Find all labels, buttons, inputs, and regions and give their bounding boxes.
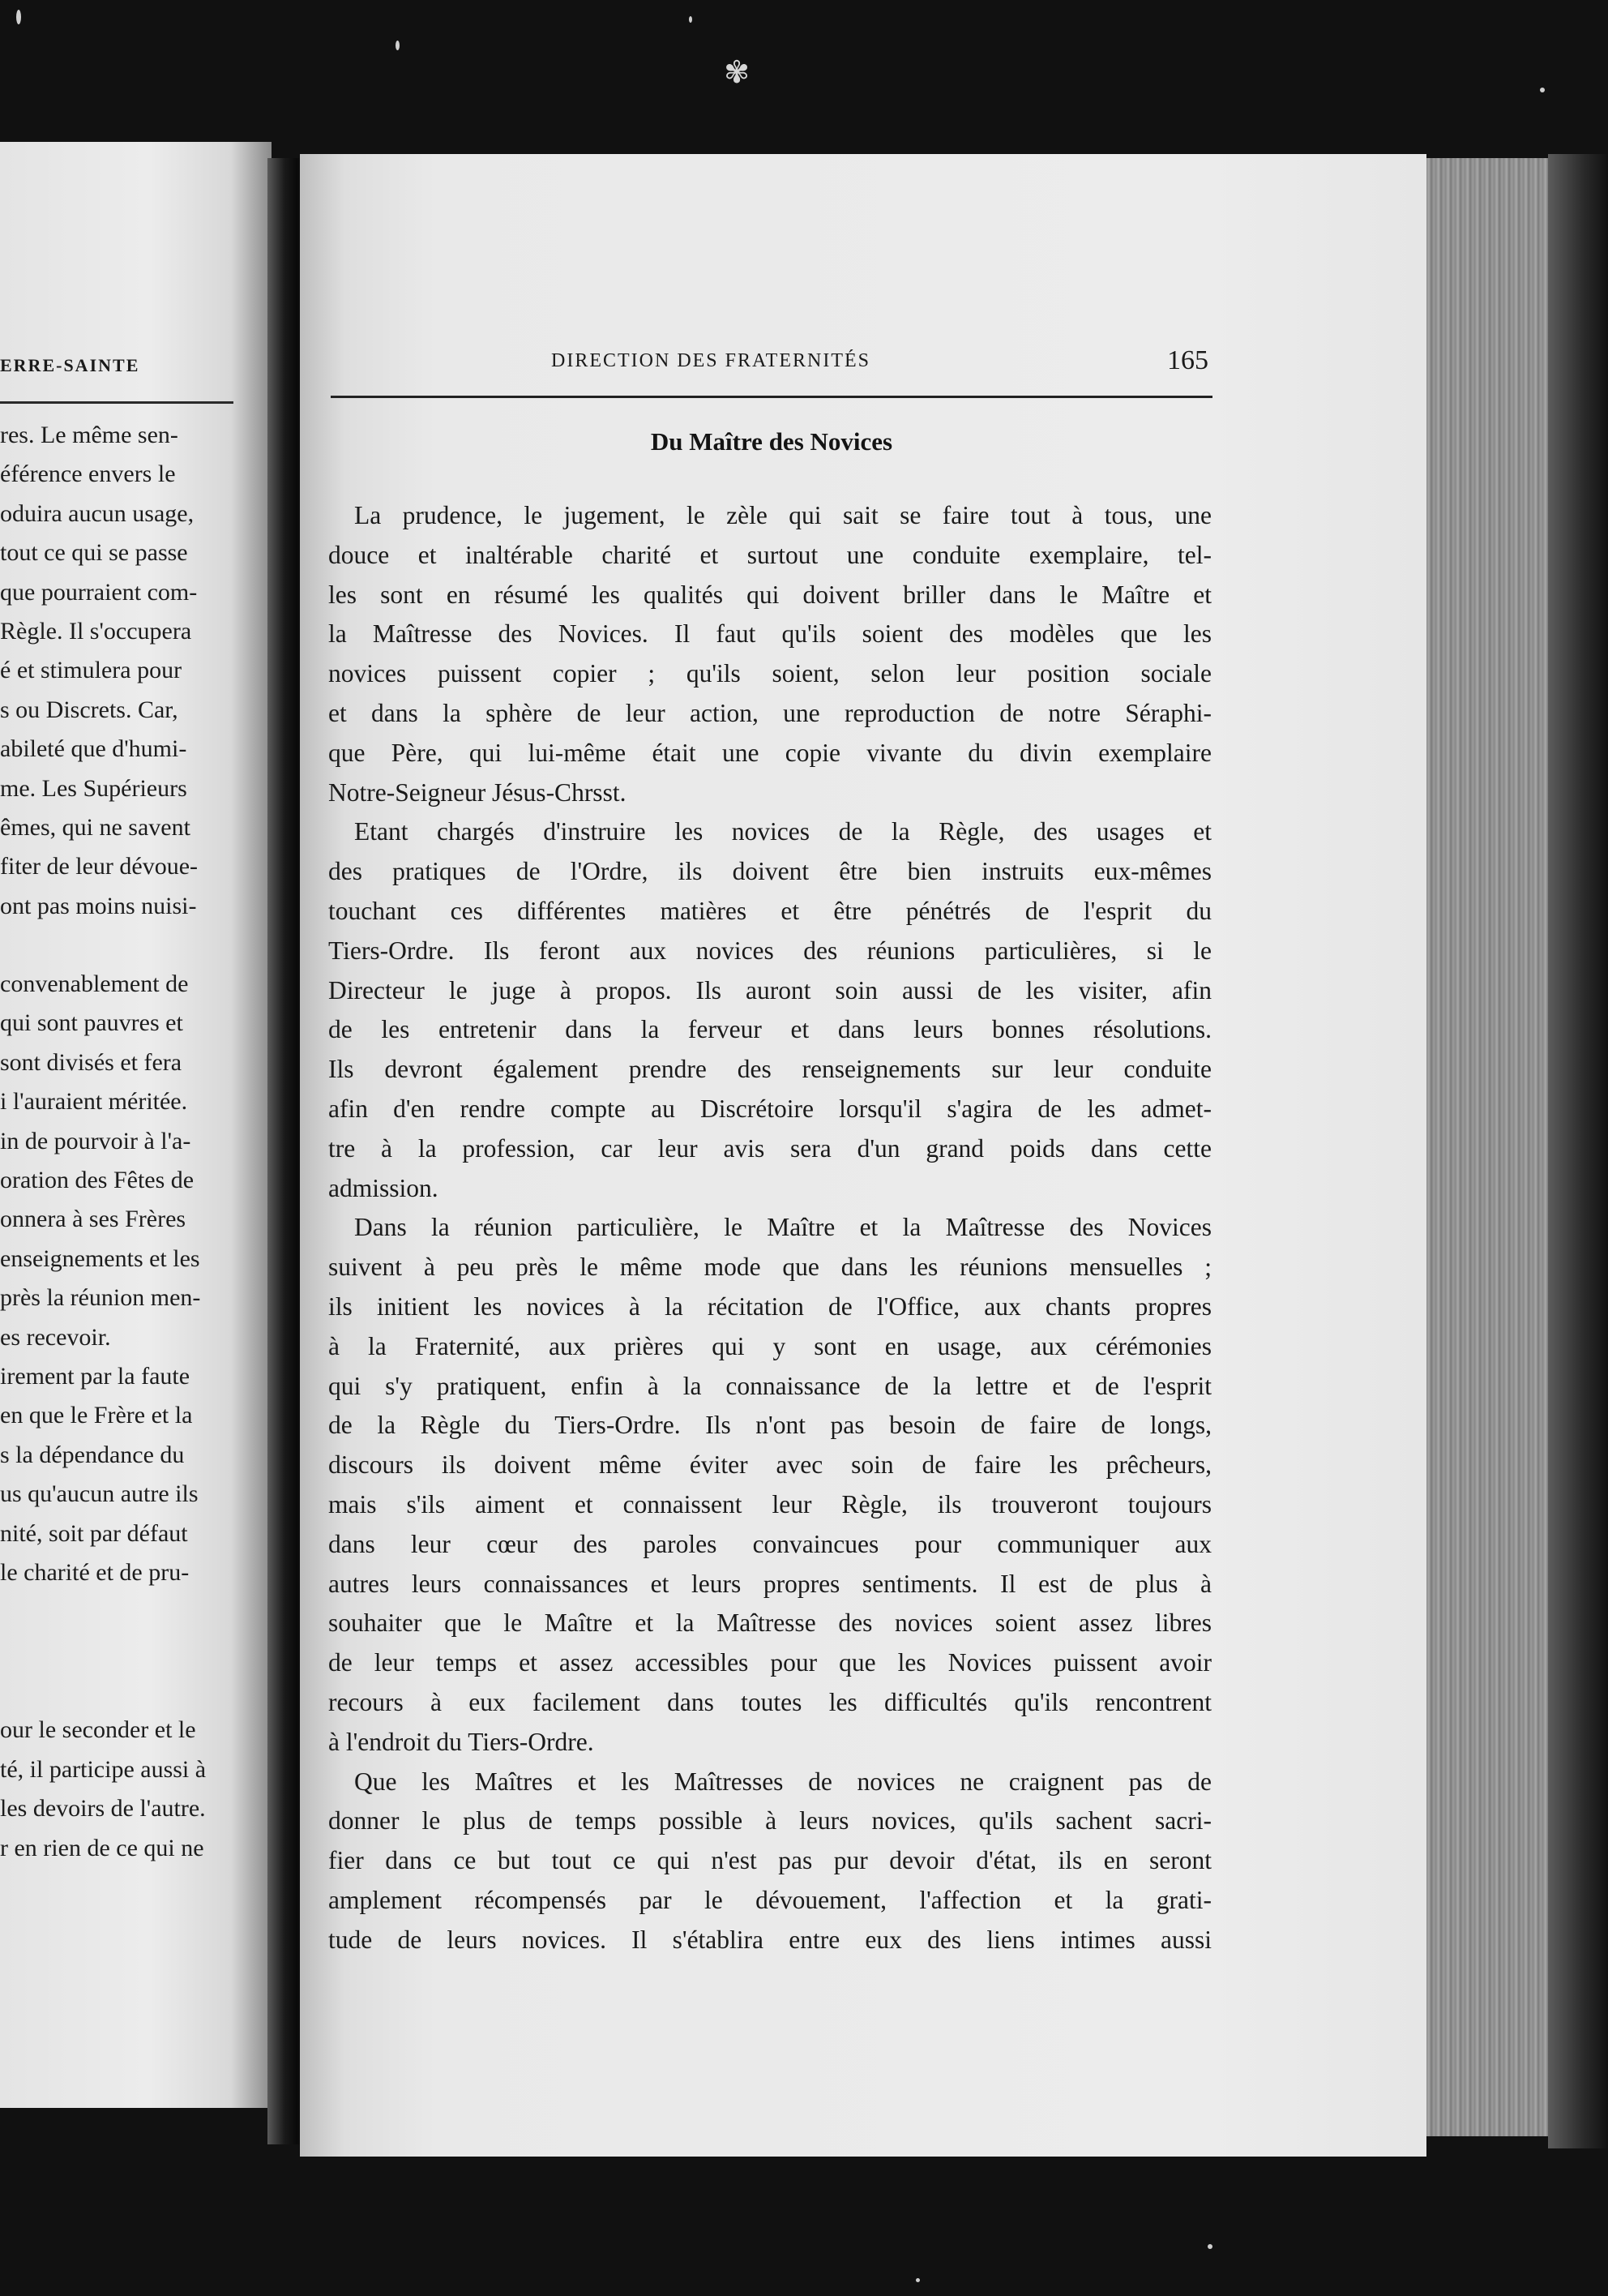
left-text-line: us qu'aucun autre ils <box>0 1480 199 1508</box>
left-text-line: i l'auraient méritée. <box>0 1088 188 1116</box>
left-running-head: ERRE-SAINTE <box>0 355 140 375</box>
text-line: Etant chargés d'instruire les novices de la Règle, des usages et <box>354 817 1212 846</box>
text-line: amplement récompensés par le dévouement, l'affection et la grati- <box>328 1885 1212 1914</box>
text-line: Ils devront également prendre des renseignements sur leur conduite <box>328 1055 1212 1084</box>
left-text-line: tout ce qui se passe <box>0 539 188 567</box>
running-head: DIRECTION DES FRATERNITÉS <box>551 350 871 371</box>
dust-speck <box>16 10 21 24</box>
text-line: Dans la réunion particulière, le Maître et la Maîtresse des Novices <box>354 1213 1212 1242</box>
page-number: 165 <box>1167 345 1208 375</box>
left-text-line: té, il participe aussi à <box>0 1755 207 1783</box>
text-line: Directeur le juge à propos. Ils auront soin aussi de les visiter, afin <box>328 975 1212 1004</box>
left-text-line: res. Le même sen- <box>0 422 178 448</box>
left-text-line: ont pas moins nuisi- <box>0 892 197 919</box>
text-line: La prudence, le jugement, le zèle qui sait se faire tout à tous, une <box>354 501 1212 529</box>
text-line: de leur temps et assez accessibles pour que les Novices puissent avoir <box>328 1648 1212 1677</box>
text-line: Notre-Seigneur Jésus-Chrsst. <box>328 777 627 807</box>
left-text-line: près la réunion men- <box>0 1284 201 1312</box>
left-text-line: our le seconder et le <box>0 1716 196 1744</box>
left-header-rule <box>0 401 233 404</box>
dust-speck <box>396 41 400 50</box>
left-text-line: irement par la faute <box>0 1362 190 1390</box>
text-line: qui s'y pratiquent, enfin à la connaissance de la lettre et de l'esprit <box>328 1371 1212 1400</box>
text-line: admission. <box>328 1173 438 1202</box>
text-line: la Maîtresse des Novices. Il faut qu'ils soient des modèles que les <box>328 619 1212 649</box>
left-text-line: nité, soit par défaut <box>0 1519 188 1547</box>
left-text-line: oduira aucun usage, <box>0 499 195 527</box>
left-text-line: es recevoir. <box>0 1323 111 1351</box>
dust-speck <box>1208 2244 1212 2249</box>
text-line: les sont en résumé les qualités qui doivent briller dans le Maître et <box>328 580 1212 609</box>
left-text-line: les devoirs de l'autre. <box>0 1795 206 1823</box>
book-cover-edge <box>1548 154 1608 2148</box>
text-line: dans leur cœur des paroles convaincues pour communiquer aux <box>328 1529 1212 1558</box>
left-text-line: le charité et de pru- <box>0 1558 190 1586</box>
body-text <box>328 496 1212 1960</box>
header-rule <box>331 396 1212 398</box>
text-line: autres leurs connaissances et leurs propres sentiments. Il est de plus à <box>328 1569 1212 1598</box>
left-text-line: enseignements et les <box>0 1244 200 1272</box>
left-text-line: que pourraient com- <box>0 578 198 606</box>
text-line: afin d'en rendre compte au Discrétoire lorsqu'il s'agira de les admet- <box>328 1094 1212 1123</box>
left-text-line: convenablement de <box>0 970 189 998</box>
text-line: et dans la sphère de leur action, une reproduction de notre Séraphi- <box>328 698 1212 727</box>
text-line: ils initient les novices à la récitation de l'Office, aux chants propres <box>328 1292 1212 1321</box>
text-line: recours à eux facilement dans toutes les difficultés qu'ils rencontrent <box>328 1687 1212 1716</box>
left-text-line: onnera à ses Frères <box>0 1206 186 1233</box>
left-text-line: en que le Frère et la <box>0 1402 193 1429</box>
left-text-line <box>0 926 259 965</box>
left-text-line: abileté que d'humi- <box>0 735 187 763</box>
text-line: de la Règle du Tiers-Ordre. Ils n'ont pas besoin de faire de longs, <box>328 1411 1212 1440</box>
left-text-line: s ou Discrets. Car, <box>0 696 178 723</box>
left-page <box>0 142 272 2108</box>
text-line: des pratiques de l'Ordre, ils doivent être bien instruits eux-mêmes <box>328 857 1212 886</box>
left-text-line: êmes, qui ne savent <box>0 813 190 841</box>
text-line: douce et inaltérable charité et surtout une conduite exemplaire, tel- <box>328 540 1212 569</box>
left-text-line: éférence envers le <box>0 460 176 488</box>
text-line: que Père, qui lui-même était une copie vivante du divin exemplaire <box>328 738 1212 767</box>
text-line: donner le plus de temps possible à leurs novices, qu'ils sachent sacri- <box>328 1806 1212 1836</box>
left-text-line: in de pourvoir à l'a- <box>0 1127 191 1154</box>
flower-ornament-icon: ✾ <box>724 56 750 90</box>
text-line: fier dans ce but tout ce qui n'est pas pur devoir d'état, ils en seront <box>328 1846 1212 1875</box>
dust-speck <box>689 16 692 23</box>
text-line: tude de leurs novices. Il s'établira entre eux des liens intimes aussi <box>328 1925 1212 1954</box>
left-text-line: me. Les Supérieurs <box>0 774 187 802</box>
text-line: suivent à peu près le même mode que dans les réunions mensuelles ; <box>328 1253 1212 1282</box>
text-line: novices puissent copier ; qu'ils soient, selon leur position sociale <box>328 659 1212 688</box>
text-line: à l'endroit du Tiers-Ordre. <box>328 1727 594 1756</box>
left-text-line: qui sont pauvres et <box>0 1009 183 1037</box>
left-text-line: r en rien de ce qui ne <box>0 1834 204 1861</box>
left-text-line: é et stimulera pour <box>0 657 182 684</box>
dust-speck <box>1540 88 1545 92</box>
text-line: Tiers-Ordre. Ils feront aux novices des réunions particulières, si le <box>328 936 1212 965</box>
section-title: Du Maître des Novices <box>650 427 893 456</box>
text-line: discours ils doivent même éviter avec soin de faire les prêcheurs, <box>328 1450 1212 1480</box>
text-line: tre à la profession, car leur avis sera d'un grand poids dans cette <box>328 1133 1212 1163</box>
dust-speck <box>916 2278 920 2282</box>
left-page-text <box>0 416 259 1868</box>
left-text-line: sont divisés et fera <box>0 1048 182 1076</box>
text-line: à la Fraternité, aux prières qui y sont en usage, aux cérémonies <box>328 1331 1212 1360</box>
left-text-line: Règle. Il s'occupera <box>0 617 192 645</box>
text-line: touchant ces différentes matières et être pénétrés de l'esprit du <box>328 896 1212 925</box>
left-text-line: oration des Fêtes de <box>0 1167 195 1194</box>
left-text-line: s la dépendance du <box>0 1441 185 1468</box>
text-line: mais s'ils aiment et connaissent leur Règle, ils trouveront toujours <box>328 1489 1212 1519</box>
text-line: Que les Maîtres et les Maîtresses de novices ne craignent pas de <box>354 1767 1212 1796</box>
text-line: souhaiter que le Maître et la Maîtresse des novices soient assez libres <box>328 1608 1212 1638</box>
left-text-line: fiter de leur dévoue- <box>0 853 199 880</box>
left-text-line <box>0 1592 259 1711</box>
text-line: de les entretenir dans la ferveur et dans leurs bonnes résolutions. <box>328 1015 1212 1044</box>
